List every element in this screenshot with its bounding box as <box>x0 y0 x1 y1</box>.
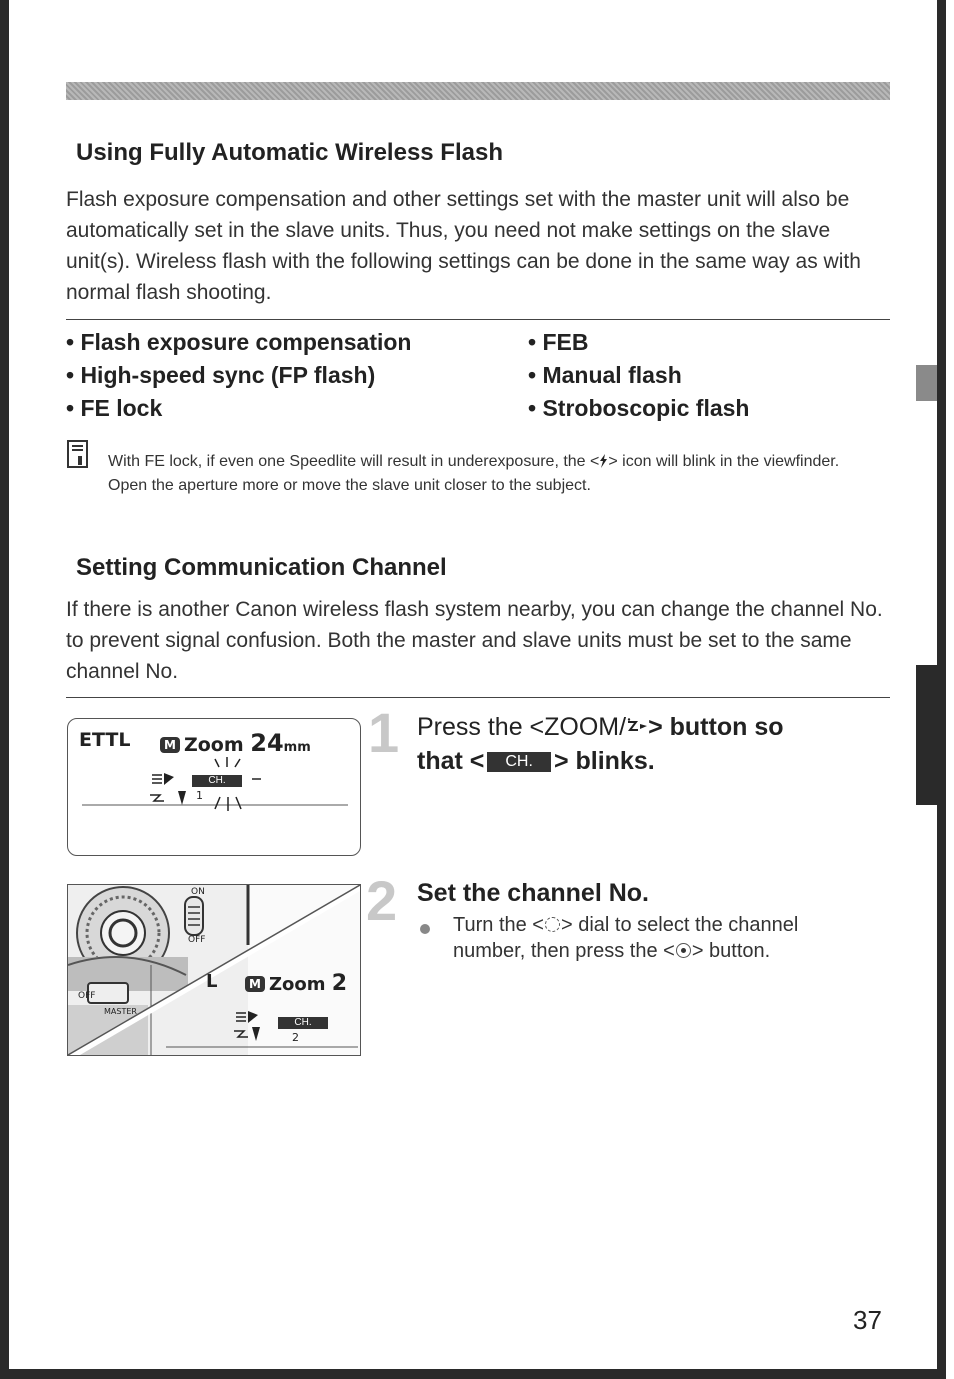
quick-control-dial-icon <box>545 917 560 932</box>
note-text-part: > icon will blink in the viewfinder. Open the aperture more or move the slave unit closer to the subject. <box>108 453 840 494</box>
step2-description <box>453 912 873 964</box>
photo-zoom-value: 2 <box>331 971 348 996</box>
step1-title-part: > button so <box>648 713 784 741</box>
lcd-ch-badge: CH. <box>192 775 242 787</box>
feature-item: • Manual flash <box>528 362 682 388</box>
photo-l-label: L <box>206 971 218 992</box>
page-edge-bottom <box>0 1369 946 1379</box>
flash-unit-photo <box>67 884 361 1056</box>
section-body-wireless: Flash exposure compensation and other settings set with the master unit will also be automatically set in the slave units. Thus, you need not make settings on the slave unit(s). Wireless flash with the following settings can be done in the same way as with normal flash shooting. <box>66 188 861 304</box>
page-edge-left <box>0 0 9 1379</box>
ch-badge: CH. <box>487 752 551 772</box>
step1-title-part: > blinks. <box>553 747 655 775</box>
note-text <box>108 450 878 498</box>
wireless-flash-icon <box>626 718 648 734</box>
section-heading-channel: Setting Communication Channel <box>76 554 447 581</box>
lcd-channel-value: 1 <box>196 789 203 802</box>
feature-item: • High-speed sync (FP flash) <box>66 362 376 388</box>
divider <box>66 697 890 698</box>
thumb-tab-mark <box>916 365 937 401</box>
page-number: 37 <box>853 1305 882 1335</box>
step2-title: Set the channel No. <box>417 879 649 907</box>
step1-title-line1 <box>417 710 784 744</box>
step1-title-part: that < <box>417 747 485 775</box>
step-number: 2 <box>366 869 398 932</box>
photo-channel-value: 2 <box>292 1031 299 1044</box>
photo-zoom-readout <box>245 971 347 996</box>
thumb-tab-mark-active <box>916 665 937 805</box>
lcd-blink-lines <box>68 719 360 855</box>
memo-icon <box>67 440 88 468</box>
step2-desc-part: > button. <box>691 940 771 962</box>
header-bar <box>66 82 890 100</box>
switch-on-label: ON <box>191 887 205 897</box>
flash-unit-drawing <box>68 885 360 1055</box>
lcd-unit: mm <box>283 740 311 755</box>
bullet-icon <box>420 924 430 934</box>
feature-item: • FEB <box>528 329 589 355</box>
step1-title <box>417 710 784 778</box>
lcd-zoom-label: Zoom <box>183 734 244 756</box>
note-text-part: With FE lock, if even one Speedlite will result in underexposure, the < <box>108 453 600 470</box>
step2-desc-part: > dial to select the channel number, then press the < <box>453 914 799 962</box>
step-number: 1 <box>368 701 400 764</box>
section-heading-wireless: Using Fully Automatic Wireless Flash <box>76 139 503 166</box>
photo-ch-badge: CH. <box>278 1017 328 1029</box>
lcd-zoom-value: 24 <box>250 729 284 757</box>
step1-title-line2 <box>417 744 784 778</box>
page-edge-right <box>937 0 946 1379</box>
switch-off-label: OFF <box>188 935 206 945</box>
mode-off-label: OFF <box>78 991 96 1001</box>
step2-desc-part: Turn the < <box>453 914 544 936</box>
section-body-channel: If there is another Canon wireless flash system nearby, you can change the channel No. to prevent signal confusion. Both the master and slave units must be set to the same channel No. <box>66 598 883 683</box>
step1-title-part: Press the <ZOOM/ <box>417 713 627 741</box>
lcd-panel-illustration <box>67 718 361 856</box>
feature-item: • FE lock <box>66 395 163 421</box>
feature-item: • Stroboscopic flash <box>528 395 750 421</box>
photo-m-badge: M <box>245 976 265 992</box>
mode-master-label: MASTER <box>104 1007 137 1016</box>
lcd-ettl-label: ETTL <box>79 729 131 751</box>
lcd-m-badge: M <box>160 737 180 753</box>
divider <box>66 319 890 320</box>
set-button-icon <box>676 943 691 958</box>
photo-zoom-label: Zoom <box>268 974 326 995</box>
feature-item: • Flash exposure compensation <box>66 329 412 355</box>
